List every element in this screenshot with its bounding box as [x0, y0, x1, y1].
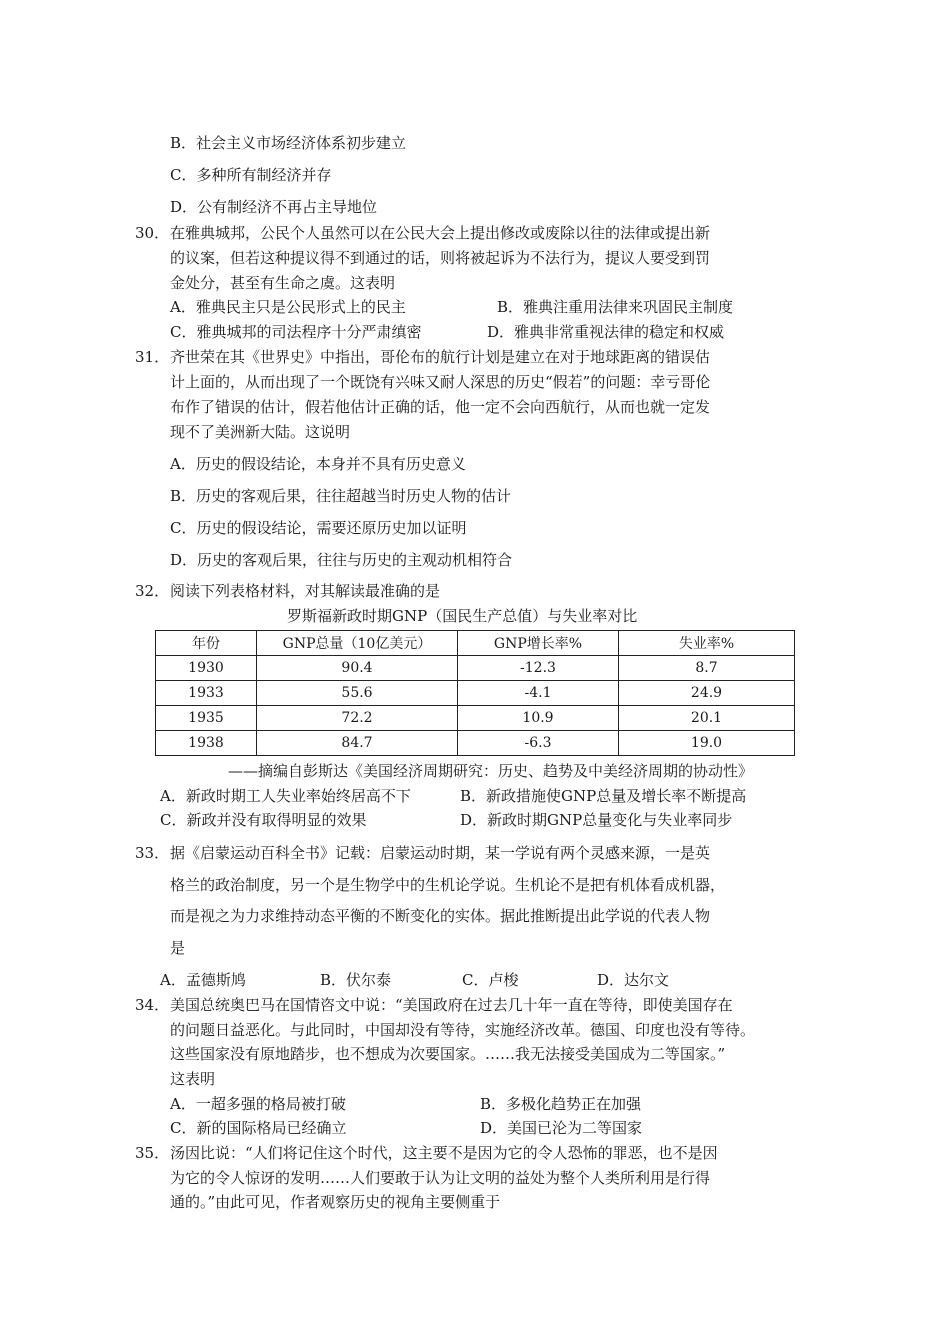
- q33-option-c: C．卢梭: [462, 971, 519, 989]
- cell-gnp-growth: -12.3: [458, 656, 619, 681]
- q35-number: 35．: [135, 1144, 170, 1162]
- q34-number: 34．: [135, 996, 170, 1014]
- q31-option-a: A．历史的假设结论，本身并不具有历史意义: [170, 455, 466, 473]
- cell-gnp-total: 90.4: [257, 656, 458, 681]
- q33-option-b: B．伏尔泰: [320, 971, 392, 989]
- cell-gnp-growth: 10.9: [458, 706, 619, 731]
- cell-year: 1935: [156, 706, 257, 731]
- q30-stem-line-3: 金处分，甚至有生命之虞。这表明: [170, 274, 396, 292]
- table-row: [156, 706, 795, 731]
- q33-stem-line-2: 格兰的政治制度，另一个是生物学中的生机论学说。生机论不是把有机体看成机器，: [170, 876, 726, 894]
- header-gnp-growth: GNP增长率%: [458, 631, 619, 656]
- header-year: 年份: [156, 631, 257, 656]
- q31-option-c: C．历史的假设结论，需要还原历史加以证明: [170, 519, 467, 537]
- q31-stem-line-3: 布作了错误的估计，假若他估计正确的话，他一定不会向西航行，从而也就一定发: [170, 398, 711, 416]
- cell-gnp-total: 55.6: [257, 681, 458, 706]
- q32-option-a: A．新政时期工人失业率始终居高不下: [160, 787, 411, 805]
- q31-option-d: D．历史的客观后果，往往与历史的主观动机相符合: [170, 551, 513, 569]
- cell-unemployment: 8.7: [619, 656, 795, 681]
- cell-unemployment: 24.9: [619, 681, 795, 706]
- table-row: [156, 731, 795, 756]
- q29-option-c: C．多种所有制经济并存: [170, 166, 332, 184]
- q34-stem-line-2: 的问题日益恶化。与此同时，中国却没有等待，实施经济改革。德国、印度也没有等待。: [170, 1021, 756, 1039]
- q30-stem-line-1: 在雅典城邦，公民个人虽然可以在公民大会上提出修改或废除以往的法律或提出新: [170, 224, 711, 242]
- q31-option-b: B．历史的客观后果，往往超越当时历史人物的估计: [170, 487, 512, 505]
- q34-stem-line-3: 这些国家没有原地踏步，也不想成为次要国家。……我无法接受美国成为二等国家。”: [170, 1045, 726, 1063]
- q33-stem-line-4: 是: [170, 939, 186, 957]
- cell-year: 1938: [156, 731, 257, 756]
- table-header-row: [156, 631, 795, 656]
- cell-gnp-total: 84.7: [257, 731, 458, 756]
- q32-stem: 阅读下列表格材料，对其解读最准确的是: [170, 582, 441, 600]
- q34-stem-line-4: 这表明: [170, 1070, 216, 1088]
- q32-number: 32．: [135, 582, 170, 600]
- q33-number: 33．: [135, 844, 170, 862]
- q30-stem-line-2: 的议案，但若这种提议得不到通过的话，则将被起诉为不法行为，提议人要受到罚: [170, 249, 711, 267]
- q30-option-c: C．雅典城邦的司法程序十分严肃缜密: [170, 323, 422, 341]
- table-row: [156, 656, 795, 681]
- header-unemployment: 失业率%: [619, 631, 795, 656]
- q34-option-b: B．多极化趋势正在加强: [480, 1095, 642, 1113]
- q34-option-c: C．新的国际格局已经确立: [170, 1119, 347, 1137]
- cell-unemployment: 20.1: [619, 706, 795, 731]
- q30-option-d: D．雅典非常重视法律的稳定和权威: [487, 323, 725, 341]
- q35-stem-line-3: 通的。”由此可见，作者观察历史的视角主要侧重于: [170, 1193, 501, 1211]
- table-source: ——摘编自彭斯达《美国经济周期研究：历史、趋势及中美经济周期的协动性》: [228, 762, 754, 780]
- q34-stem-line-1: 美国总统奥巴马在国情咨文中说：“美国政府在过去几十年一直在等待，即使美国存在: [170, 996, 733, 1014]
- cell-gnp-growth: -4.1: [458, 681, 619, 706]
- q32-option-c: C．新政并没有取得明显的效果: [160, 811, 367, 829]
- q33-option-d: D．达尔文: [597, 971, 670, 989]
- q31-stem-line-1: 齐世荣在其《世界史》中指出，哥伦布的航行计划是建立在对于地球距离的错误估: [170, 348, 711, 366]
- q35-stem-line-1: 汤因比说：“人们将记住这个时代，这主要不是因为它的令人恐怖的罪恶，也不是因: [170, 1144, 718, 1162]
- q30-option-b: B．雅典注重用法律来巩固民主制度: [497, 298, 734, 316]
- cell-unemployment: 19.0: [619, 731, 795, 756]
- q29-option-b: B．社会主义市场经济体系初步建立: [170, 134, 407, 152]
- q31-stem-line-4: 现不了美洲新大陆。这说明: [170, 423, 351, 441]
- q33-stem-line-1: 据《启蒙运动百科全书》记载：启蒙运动时期，某一学说有两个灵感来源，一是英: [170, 844, 711, 862]
- q33-option-a: A．孟德斯鸠: [160, 971, 246, 989]
- q30-option-a: A．雅典民主只是公民形式上的民主: [170, 298, 406, 316]
- q34-option-a: A．一超多强的格局被打破: [170, 1095, 346, 1113]
- table-title: 罗斯福新政时期GNP（国民生产总值）与失业率对比: [287, 607, 638, 625]
- q31-number: 31．: [135, 348, 170, 366]
- q33-stem-line-3: 而是视之为力求维持动态平衡的不断变化的实体。据此推断提出此学说的代表人物: [170, 907, 711, 925]
- gnp-unemployment-table: [155, 630, 795, 756]
- cell-gnp-growth: -6.3: [458, 731, 619, 756]
- q34-option-d: D．美国已沦为二等国家: [480, 1119, 643, 1137]
- cell-gnp-total: 72.2: [257, 706, 458, 731]
- q31-stem-line-2: 计上面的，从而出现了一个既饶有兴味又耐人深思的历史“假若”的问题：幸亏哥伦: [170, 373, 711, 391]
- q30-number: 30．: [135, 224, 170, 242]
- q32-option-d: D．新政时期GNP总量变化与失业率同步: [460, 811, 733, 829]
- header-gnp-total: GNP总量（10亿美元）: [257, 631, 458, 656]
- q35-stem-line-2: 为它的令人惊讶的发明……人们要敢于认为让文明的益处为整个人类所利用是行得: [170, 1169, 711, 1187]
- q29-option-d: D．公有制经济不再占主导地位: [170, 198, 378, 216]
- cell-year: 1933: [156, 681, 257, 706]
- q32-option-b: B．新政措施使GNP总量及增长率不断提高: [460, 787, 747, 805]
- table-row: [156, 681, 795, 706]
- cell-year: 1930: [156, 656, 257, 681]
